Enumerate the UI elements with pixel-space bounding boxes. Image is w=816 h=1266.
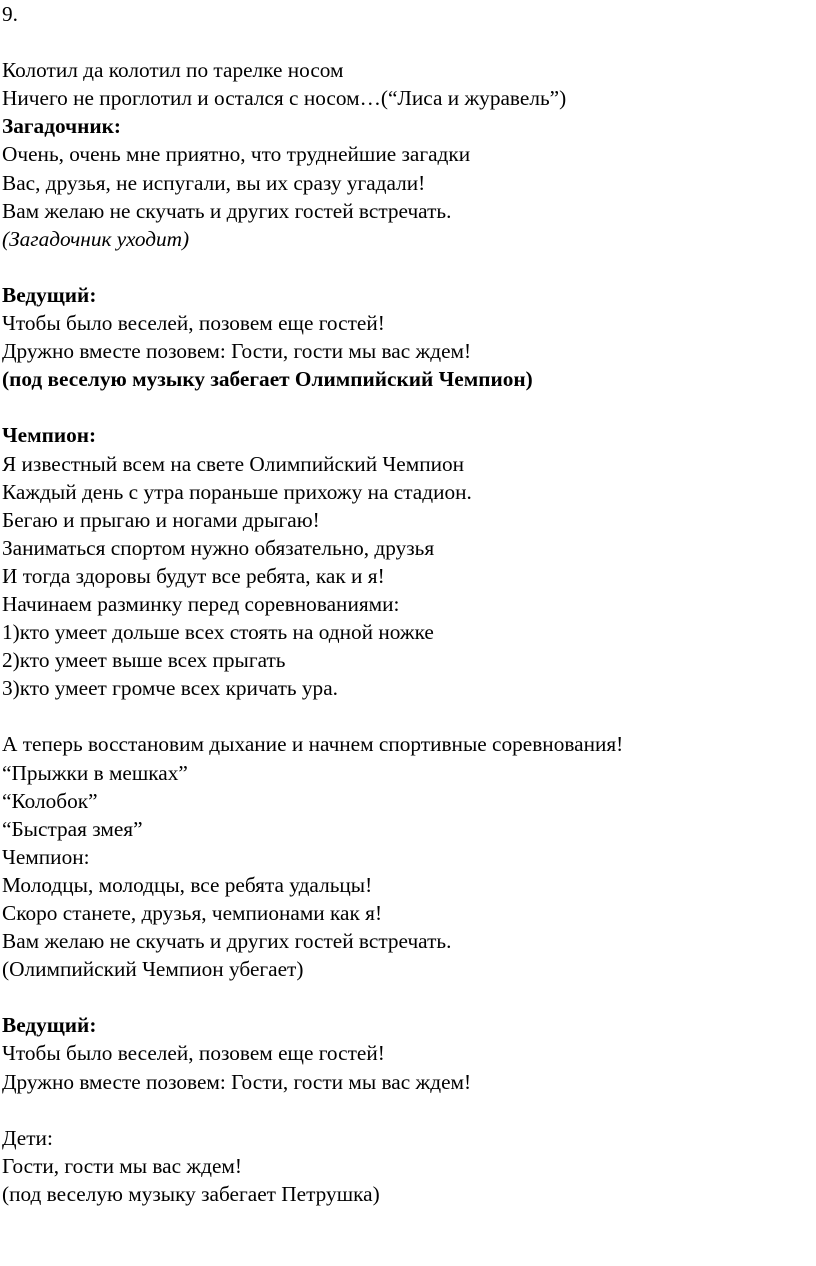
text-line: Я известный всем на свете Олимпийский Чемпион <box>2 451 465 476</box>
text-line: Чтобы было веселей, позовем еще гостей! <box>2 311 385 336</box>
blank-line <box>2 253 812 281</box>
text-line: “Быстрая змея” <box>2 816 143 841</box>
stage-direction: (Загадочник уходит) <box>2 226 190 251</box>
text-line: Дети: <box>2 1125 53 1150</box>
text-line: 3)кто умеет громче всех кричать ура. <box>2 676 338 701</box>
text-line: Дружно вместе позовем: Гости, гости мы вас ждем! <box>2 339 472 364</box>
text-line: Дружно вместе позовем: Гости, гости мы вас ждем! <box>2 1069 472 1094</box>
text-line: И тогда здоровы будут все ребята, как и я! <box>2 563 385 588</box>
text-line: Колотил да колотил по тарелке носом <box>2 58 344 83</box>
text-line: Молодцы, молодцы, все ребята удальцы! <box>2 872 373 897</box>
text-line: Бегаю и прыгаю и ногами дрыгаю! <box>2 507 320 532</box>
text-line: Заниматься спортом нужно обязательно, друзья <box>2 535 435 560</box>
text-line: Каждый день с утра пораньше прихожу на стадион. <box>2 479 472 504</box>
text-line: Очень, очень мне приятно, что труднейшие загадки <box>2 142 471 167</box>
text-line: 9. <box>2 2 18 26</box>
document-page <box>2 0 812 1208</box>
speaker-heading: Ведущий: <box>2 1013 97 1038</box>
text-line: Ничего не проглотил и остался с носом…(“Лиса и журавель”) <box>2 86 567 111</box>
speaker-heading: Чемпион: <box>2 423 97 448</box>
text-line: Вам желаю не скучать и других гостей встречать. <box>2 198 452 223</box>
text-line: Вам желаю не скучать и других гостей встречать. <box>2 929 452 954</box>
text-line: Чемпион: <box>2 844 90 869</box>
text-line: Чтобы было веселей, позовем еще гостей! <box>2 1041 385 1066</box>
text-line: “Колобок” <box>2 788 98 813</box>
stage-direction: (под веселую музыку забегает Олимпийский Чемпион) <box>2 367 533 392</box>
text-line: 1)кто умеет дольше всех стоять на одной ножке <box>2 620 434 645</box>
text-line: “Прыжки в мешках” <box>2 760 188 785</box>
blank-line <box>2 702 812 730</box>
blank-line <box>2 28 812 56</box>
blank-line <box>2 983 812 1011</box>
stage-direction: (под веселую музыку забегает Петрушка) <box>2 1181 380 1206</box>
text-line: Начинаем разминку перед соревнованиями: <box>2 591 400 616</box>
text-line: Скоро станете, друзья, чемпионами как я! <box>2 901 383 925</box>
text-line: Вас, друзья, не испугали, вы их сразу угадали! <box>2 170 426 195</box>
speaker-heading: Ведущий: <box>2 282 97 307</box>
blank-line <box>2 1096 812 1124</box>
text-line: Гости, гости мы вас ждем! <box>2 1153 242 1178</box>
text-line: А теперь восстановим дыхание и начнем спортивные соревнования! <box>2 732 624 757</box>
blank-line <box>2 393 812 421</box>
speaker-heading: Загадочник: <box>2 114 121 139</box>
text-line: 2)кто умеет выше всех прыгать <box>2 648 286 673</box>
stage-direction: (Олимпийский Чемпион убегает) <box>2 957 304 982</box>
